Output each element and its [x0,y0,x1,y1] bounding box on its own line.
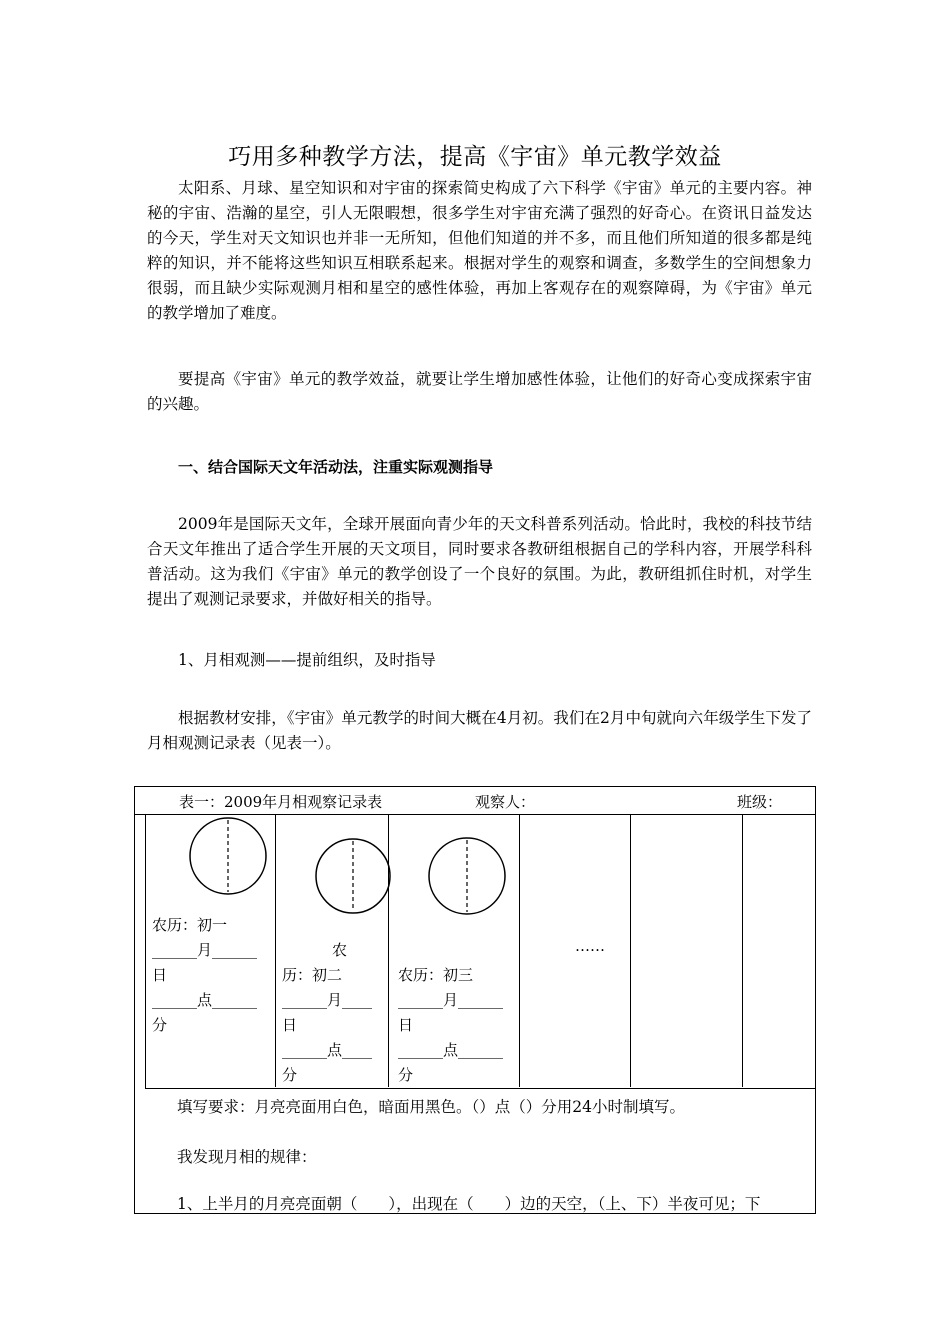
document-title: 巧用多种教学方法，提高《宇宙》单元教学效益 [228,144,722,170]
rule-1: 1、上半月的月亮亮面朝（ ），出现在（ ）边的天空，（上、下）半夜可见；下 [177,1195,761,1213]
ellipsis-text: …… [575,937,605,955]
subsection-1-heading: 1、月相观测——提前组织，及时指导 [178,651,436,669]
moon-circle-icon [186,816,270,896]
table-cell-day-1 [146,814,276,1087]
table-cell-day-2 [276,814,389,1087]
fill-requirement: 填写要求：月亮亮面用白色，暗面用黑色。（）点（）分用24小时制填写。 [177,1098,685,1116]
table-cell-empty-1 [631,814,743,1087]
moon-observation-table [134,786,816,1214]
observer-label: 观察人： [475,793,536,811]
intro-paragraph-2: 要提高《宇宙》单元的教学效益，就要让学生增加感性体验，让他们的好奇心变成探索宇宙的兴趣。 [147,370,812,413]
table-cell-ellipsis [520,814,631,1087]
discovery-label: 我发现月相的规律： [177,1148,317,1166]
section-1-paragraph: 2009年是国际天文年，全球开展面向青少年的天文科普系列活动。恰此时，我校的科技节结合天文年推出了适合学生开展的天文项目，同时要求各教研组根据自己的学科内容，开展学科科普活动。这为我们《宇宙》单元的教学创设了一个良好的氛围。为此，教研组抓住时机，对学生提出了观测记录要求，并做好相关的指导。 [147,515,812,608]
table-cell-day-3 [389,814,520,1087]
day-1-text: 农历：初一 ______月______ 日 ______点______ 分 [152,916,258,1034]
subsection-1-paragraph: 根据教材安排，《宇宙》单元教学的时间大概在4月初。我们在2月中旬就向六年级学生下发了月相观测记录表（见表一）。 [147,709,812,752]
table-header-row [135,787,815,815]
class-label: 班级： [737,793,783,811]
moon-circle-icon [314,836,392,916]
table-caption: 表一：2009年月相观察记录表 [179,793,383,811]
table-cells-row [145,814,815,1089]
table-cell-empty-2 [743,814,816,1087]
moon-circle-icon [425,836,509,916]
day-2-text: 农 历：初二 ______月____ 日 ______点____ 分 [282,941,373,1084]
day-3-text: 农历：初三 ______月______ 日 ______点______ 分 [398,966,504,1084]
section-1-heading: 一、结合国际天文年活动法，注重实际观测指导 [178,458,494,476]
intro-paragraph-1: 太阳系、月球、星空知识和对宇宙的探索简史构成了六下科学《宇宙》单元的主要内容。神秘的宇宙、浩瀚的星空，引人无限暇想，很多学生对宇宙充满了强烈的好奇心。在资讯日益发达的今天，学生对天文知识也并非一无所知，但他们知道的并不多，而且他们所知道的很多都是纯粹的知识，并不能将这些知识互相联系起来。根据对学生的观察和调查，多数学生的空间想象力很弱，而且缺少实际观测月相和星空的感性体验，再加上客观存在的观察障碍，为《宇宙》单元的教学增加了难度。 [147,179,812,322]
